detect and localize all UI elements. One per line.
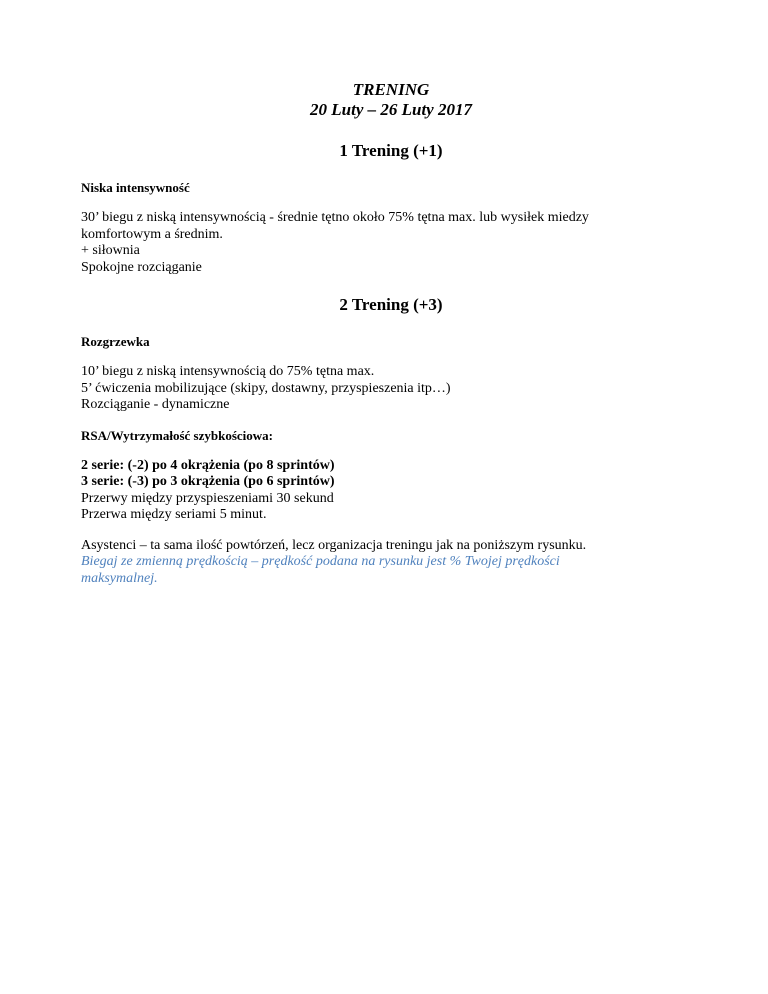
document-dates: 20 Luty – 26 Luty 2017 <box>310 100 472 119</box>
section1-line-3: + siłownia <box>81 243 140 258</box>
section1-line-2: komfortowym a średnim. <box>81 226 223 242</box>
warmup-line-3: Rozciąganie - dynamiczne <box>81 397 230 412</box>
rsa-break-line-2: Przerwa między seriami 5 minut. <box>81 507 267 522</box>
section1-line-1: 30’ biegu z niską intensywnością - średnie tętno około 75% tętna max. lub wysiłek miedzy <box>81 210 589 225</box>
rsa-heading: RSA/Wytrzymałość szybkościowa: <box>81 427 273 443</box>
document-page <box>81 80 701 587</box>
section2-heading: 2 Trening (+3) <box>339 295 443 314</box>
section1-subheading: Niska intensywność <box>81 180 190 195</box>
speed-note-line-2: maksymalnej. <box>81 570 158 586</box>
document-title: TRENING <box>352 80 430 99</box>
section1-heading: 1 Trening (+1) <box>339 141 443 160</box>
warmup-line-2: 5’ ćwiczenia mobilizujące (skipy, dostawny, przyspieszenia itp…) <box>81 380 451 396</box>
rsa-break-line-1: Przerwy między przyspieszeniami 30 sekund <box>81 490 334 506</box>
warmup-line-1: 10’ biegu z niską intensywnością do 75% tętna max. <box>81 364 375 379</box>
rsa-series-line-2: 3 serie: (-3) po 3 okrążenia (po 6 sprintów) <box>81 474 335 489</box>
rsa-series-line-1: 2 serie: (-2) po 4 okrążenia (po 8 sprintów) <box>81 457 335 473</box>
assistant-line: Asystenci – ta sama ilość powtórzeń, lecz organizacja treningu jak na poniższym rysunku. <box>81 537 587 553</box>
speed-note-line-1: Biegaj ze zmienną prędkością – prędkość podana na rysunku jest % Twojej prędkości <box>81 554 560 569</box>
section1-line-4: Spokojne rozciąganie <box>81 259 202 275</box>
warmup-heading: Rozgrzewka <box>81 334 150 349</box>
